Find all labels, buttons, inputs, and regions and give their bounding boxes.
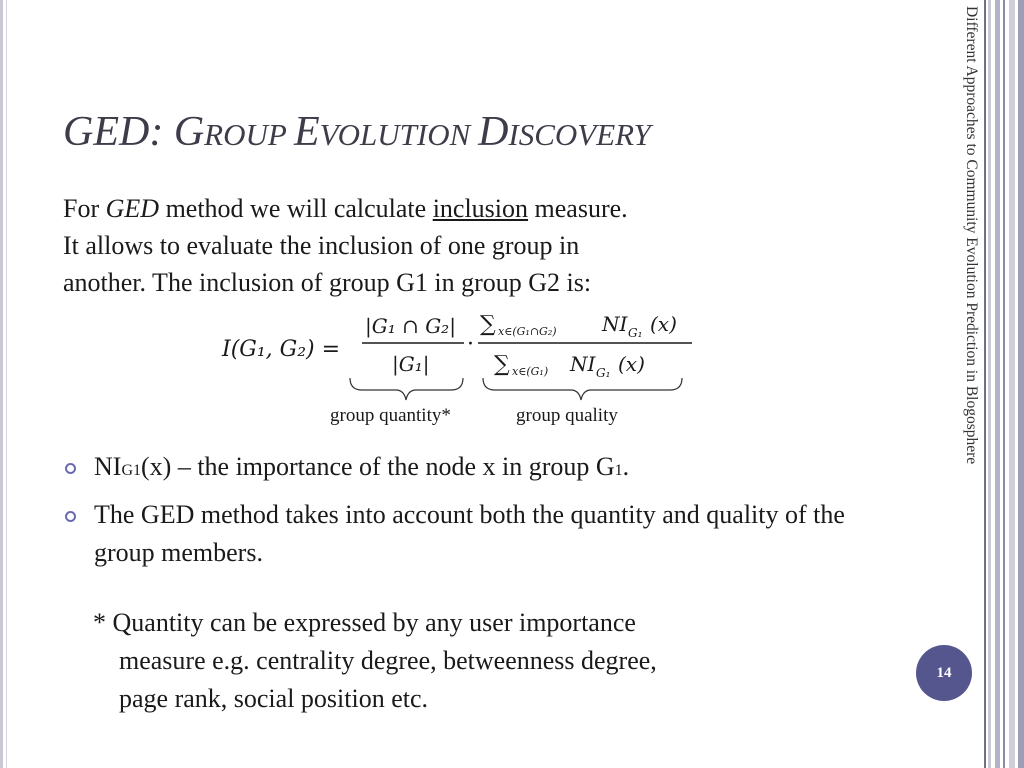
formula-arg-top: (x) [650, 312, 677, 336]
intro-text: method we will calculate [159, 194, 433, 223]
intro-ged-italic: GED [105, 194, 160, 223]
formula-ni-bottom: NI [570, 352, 596, 376]
formula-sum-top-sub: x∈(G₁∩G₂) [498, 325, 557, 338]
bullet-text: . [622, 452, 630, 481]
formula-ni-top-sub: G₁ [628, 326, 643, 340]
formula-lhs: I(G₁, G₂) = [222, 337, 341, 362]
intro-inclusion-underlined: inclusion [432, 194, 529, 223]
brace-label-quantity: group quantity* [330, 405, 451, 426]
bullet-list [63, 448, 893, 578]
intro-line-3: another. The inclusion of group G1 in group G2 is: [63, 268, 592, 297]
intro-text: For [63, 194, 106, 223]
bullet-item [63, 448, 893, 490]
intro-line-2: It allows to evaluate the inclusion of one group in [63, 231, 580, 260]
formula-ni-top: NI [602, 312, 628, 336]
intro-text: measure. [528, 194, 628, 223]
footnote-line-3: page rank, social position etc. [119, 684, 429, 713]
bullet-text: (x) – the importance of the node x in group G [141, 452, 615, 481]
bullet-item [63, 496, 893, 572]
formula-sum-bottom: ∑ [494, 352, 510, 377]
title-word-cap: D [478, 109, 509, 155]
title-word-cap: E [294, 109, 320, 155]
brace-quantity [350, 378, 463, 400]
title-word-rest: ISCOVERY [508, 117, 651, 152]
footnote-line-2: measure e.g. centrality degree, betweenness degree, [119, 646, 657, 675]
formula-ni-bottom-sub: G₁ [596, 366, 611, 380]
formula-arg-bottom: (x) [618, 352, 645, 376]
brace-quality [483, 378, 682, 400]
bullet-text: The GED method takes into account both the quantity and quality of the group members. [94, 500, 845, 567]
formula-den1: |G₁| [392, 352, 430, 376]
formula-sum-top: ∑ [480, 312, 496, 337]
brace-label-quality: group quality [516, 405, 618, 426]
title-word-rest: VOLUTION [319, 117, 479, 152]
page-number: 14 [936, 664, 952, 681]
title-word-cap: G [173, 109, 205, 155]
title-word-rest: ROUP [204, 117, 294, 152]
bullet-circle-icon [65, 511, 76, 522]
bullet-circle-icon [65, 463, 76, 474]
footnote [93, 604, 893, 718]
bullet-text-small: G1 [121, 462, 141, 479]
bullet-text-small: 1 [614, 462, 623, 479]
formula-dot: · [467, 332, 474, 357]
formula-sum-bottom-sub: x∈(G₁) [512, 365, 549, 378]
title-prefix: GED: [63, 109, 174, 155]
side-caption: Different Approaches to Community Evolution Prediction in Blogosphere [963, 6, 980, 465]
footnote-line-1: * Quantity can be expressed by any user importance [93, 608, 636, 637]
formula-num1: |G₁ ∩ G₂| [365, 314, 456, 338]
bullet-text: NI [94, 452, 122, 481]
